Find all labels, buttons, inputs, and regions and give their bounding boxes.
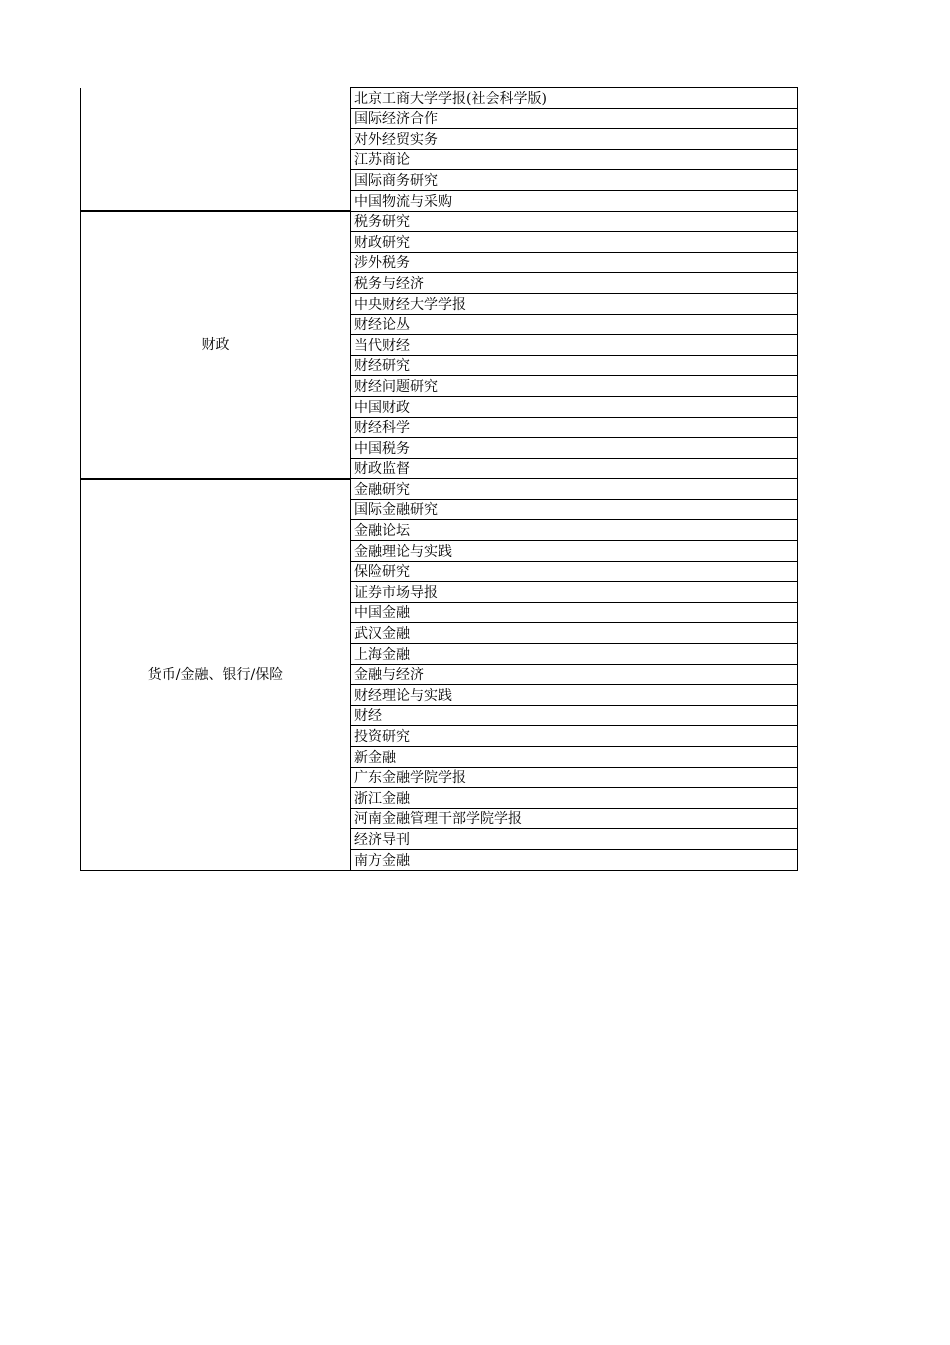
journal-name: 金融论坛: [354, 523, 410, 540]
journal-category-table: [80, 87, 798, 871]
table-row: [81, 479, 798, 500]
journal-name: 金融与经济: [354, 667, 424, 684]
journal-cell: [351, 149, 798, 170]
journal-cell: [351, 788, 798, 809]
journal-name: 国际商务研究: [354, 172, 438, 189]
journal-cell: [351, 376, 798, 397]
journal-cell: [351, 396, 798, 417]
journal-name: 对外经贸实务: [354, 131, 438, 148]
journal-cell: [351, 561, 798, 582]
journal-cell: [351, 644, 798, 665]
table-row: [81, 211, 798, 232]
journal-cell: [351, 293, 798, 314]
journal-cell: [351, 520, 798, 541]
journal-cell: [351, 211, 798, 232]
journal-name: 证券市场导报: [354, 584, 438, 601]
journal-name: 涉外税务: [354, 255, 410, 272]
journal-cell: [351, 438, 798, 459]
journal-name: 金融研究: [354, 481, 410, 498]
journal-name: 财政监督: [354, 461, 410, 478]
journal-cell: [351, 808, 798, 829]
journal-name: 中央财经大学学报: [354, 296, 466, 313]
journal-cell: [351, 582, 798, 603]
category-cell: [81, 88, 351, 212]
journal-name: 经济导刊: [354, 831, 410, 848]
journal-name: 税务研究: [354, 214, 410, 231]
journal-cell: [351, 458, 798, 479]
journal-cell: [351, 190, 798, 211]
journal-cell: [351, 417, 798, 438]
journal-cell: [351, 88, 798, 109]
journal-name: 中国金融: [354, 605, 410, 622]
journal-name: 保险研究: [354, 564, 410, 581]
journal-name: 武汉金融: [354, 626, 410, 643]
journal-cell: [351, 479, 798, 500]
journal-cell: [351, 355, 798, 376]
category-cell: 财政: [81, 211, 351, 479]
journal-cell: [351, 170, 798, 191]
journal-cell: [351, 314, 798, 335]
journal-cell: [351, 685, 798, 706]
journal-cell: [351, 767, 798, 788]
journal-name: 北京工商大学学报(社会科学版): [354, 90, 547, 107]
journal-cell: [351, 726, 798, 747]
journal-name: 金融理论与实践: [354, 543, 452, 560]
journal-name: 财经研究: [354, 358, 410, 375]
journal-name: 财经科学: [354, 420, 410, 437]
journal-cell: [351, 129, 798, 150]
journal-cell: [351, 664, 798, 685]
journal-name: 中国税务: [354, 440, 410, 457]
journal-cell: [351, 108, 798, 129]
journal-name: 河南金融管理干部学院学报: [354, 811, 522, 828]
journal-cell: [351, 747, 798, 768]
journal-cell: [351, 232, 798, 253]
journal-name: 中国财政: [354, 399, 410, 416]
journal-name: 税务与经济: [354, 275, 424, 292]
journal-name: 财经: [354, 708, 382, 725]
journal-cell: [351, 335, 798, 356]
journal-cell: [351, 705, 798, 726]
table-body: [81, 88, 798, 871]
journal-cell: [351, 499, 798, 520]
journal-name: 国际金融研究: [354, 502, 438, 519]
journal-name: 当代财经: [354, 337, 410, 354]
journal-name: 财政研究: [354, 234, 410, 251]
journal-name: 江苏商论: [354, 152, 410, 169]
journal-name: 南方金融: [354, 852, 410, 869]
table-row: [81, 88, 798, 109]
journal-name: 财经问题研究: [354, 378, 438, 395]
journal-name: 新金融: [354, 749, 396, 766]
journal-name: 浙江金融: [354, 790, 410, 807]
journal-cell: [351, 602, 798, 623]
journal-cell: [351, 273, 798, 294]
journal-cell: [351, 829, 798, 850]
journal-name: 广东金融学院学报: [354, 770, 466, 787]
journal-name: 投资研究: [354, 729, 410, 745]
journal-name: 中国物流与采购: [354, 193, 452, 210]
journal-name: 上海金融: [354, 646, 410, 663]
journal-cell: [351, 541, 798, 562]
journal-cell: [351, 623, 798, 644]
journal-name: 国际经济合作: [354, 111, 438, 128]
journal-name: 财经论丛: [354, 317, 410, 334]
journal-cell: [351, 252, 798, 273]
journal-name: 财经理论与实践: [354, 687, 452, 704]
journal-cell: [351, 849, 798, 870]
category-cell: 货币/金融、银行/保险: [81, 479, 351, 870]
